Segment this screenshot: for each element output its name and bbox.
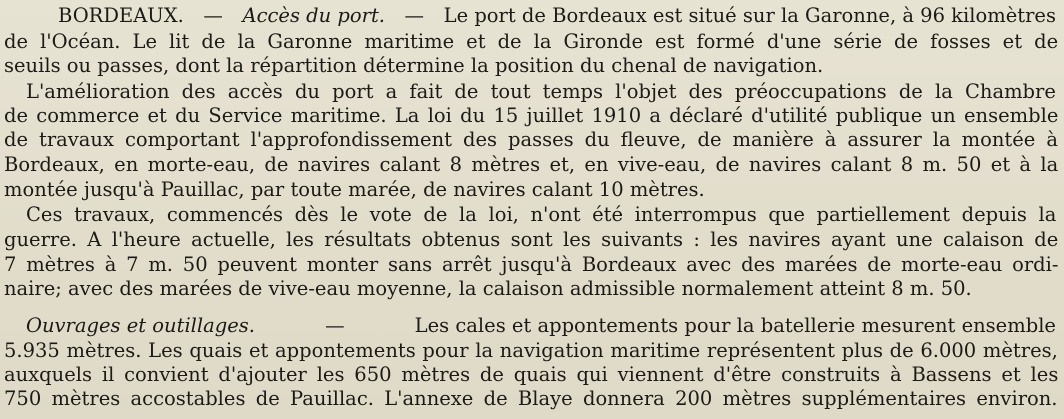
text-line: seuils ou passes, dont la répartition détermine la position du chenal de navigation. xyxy=(4,54,824,77)
dash-separator: — xyxy=(398,4,431,27)
text-line: de travaux comportant l'approfondissement des passes du fleuve, de manière à assurer la montée à xyxy=(4,128,1058,151)
text-line: 5.935 mètres. Les quais et appontements pour la navigation maritime représentent plus de 6.000 mètres, xyxy=(4,339,1058,362)
dash-separator: — xyxy=(197,4,230,27)
text-line: de commerce et du Service maritime. La loi du 15 juillet 1910 a déclaré d'utilité publique un ensemble xyxy=(4,104,1059,127)
section-heading-bordeaux: BORDEAUX. xyxy=(58,4,184,27)
text-line: auxquels il convient d'ajouter les 650 mètres de quais qui viennent d'être construits à Bassens et les xyxy=(4,363,1059,386)
line-text: Les cales et appontements pour la batellerie mesurent ensemble xyxy=(414,314,1056,337)
text-line: montée jusqu'à Pauillac, par toute marée, de navires calant 10 mètres. xyxy=(4,178,705,201)
line-text: Le port de Bordeaux est situé sur la Garonne, à 96 kilomètres xyxy=(443,4,1056,27)
text-line: naire; avec des marées de vive-eau moyenne, la calaison admissible normalement atteint 8 m. 50. xyxy=(4,277,972,300)
text-line: L'amélioration des accès du port a fait de tout temps l'objet des préoccupations de la Chambre xyxy=(26,80,1056,103)
subsection-title-acces: Accès du port. xyxy=(242,4,385,27)
dash-separator: — xyxy=(318,314,351,337)
text-line xyxy=(58,4,1056,28)
text-line xyxy=(26,314,1056,338)
text-line: de l'Océan. Le lit de la Garonne maritime et de la Gironde est formé d'une série de fosses et de xyxy=(4,30,1059,53)
text-line: 750 mètres accostables de Pauillac. L'annexe de Blaye donnera 200 mètres supplémentaires environ. xyxy=(4,387,1058,410)
text-line: Bordeaux, en morte-eau, de navires calant 8 mètres et, en vive-eau, de navires calant 8 m. 50 et à la xyxy=(4,153,1059,176)
subsection-title-ouvrages: Ouvrages et outillages. xyxy=(26,314,256,337)
text-line: 7 mètres à 7 m. 50 peuvent monter sans arrêt jusqu'à Bordeaux avec des marées de morte-eau ordi- xyxy=(4,253,1059,276)
text-line: Ces travaux, commencés dès le vote de la loi, n'ont été interrompus que partiellement depuis la xyxy=(26,203,1057,226)
text-line: guerre. A l'heure actuelle, les résultats obtenus sont les suivants : les navires ayant une calaison de xyxy=(4,228,1059,251)
